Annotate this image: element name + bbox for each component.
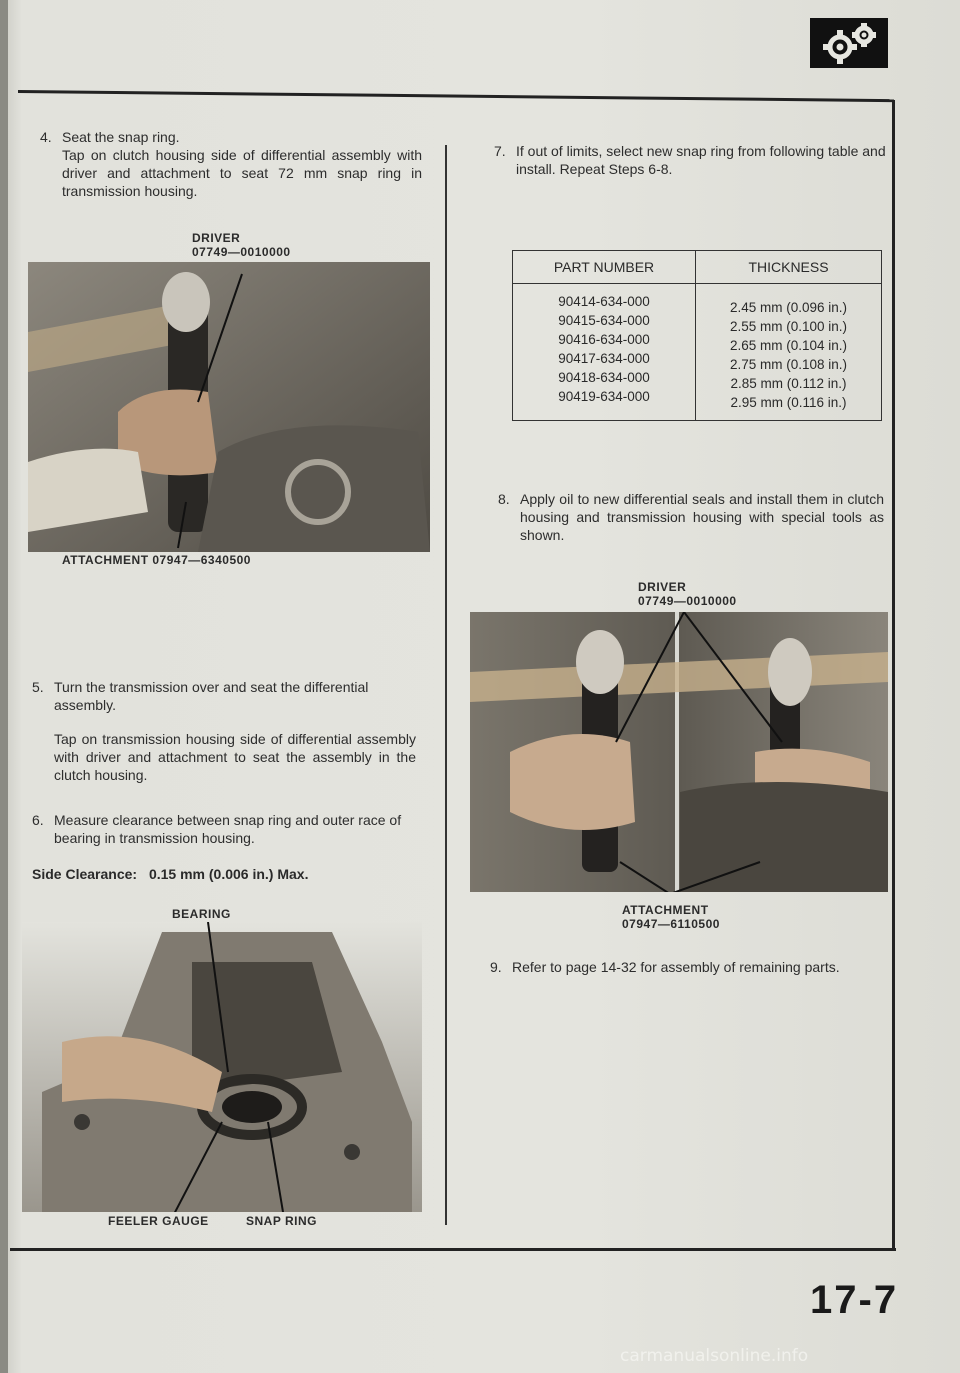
thickness: 2.45 mm (0.096 in.)	[729, 300, 848, 315]
page-frame-right	[892, 100, 895, 1250]
thickness-column	[696, 284, 882, 421]
step-8-number: 8.	[498, 491, 510, 507]
part-number-column	[513, 284, 696, 421]
fig3-driver-part: 07749—0010000	[638, 594, 737, 608]
step-4-number: 4.	[40, 129, 52, 145]
fig3-attachment-label	[622, 903, 720, 931]
table-header-thickness: THICKNESS	[696, 251, 882, 284]
step-8-text: Apply oil to new differential seals and install them in clutch housing and transmission housing with special tools as shown.	[520, 491, 884, 543]
part-number: 90417-634-000	[558, 351, 650, 366]
snap-ring-table	[512, 250, 882, 421]
thickness: 2.85 mm (0.112 in.)	[730, 376, 847, 391]
fig3-attachment-part: 07947—6110500	[622, 917, 720, 931]
site-watermark: carmanualsonline.info	[620, 1346, 809, 1366]
fig3-attachment-title: ATTACHMENT	[622, 903, 709, 917]
step-4-text: Tap on clutch housing side of differential assembly with driver and attachment to seat 72 mm snap ring in transmission housing.	[62, 147, 422, 199]
fig3-seal-install-photo	[470, 612, 888, 892]
fig1-driver-title: DRIVER	[192, 231, 241, 245]
fig3-driver-label	[638, 580, 737, 608]
page-binding	[0, 0, 8, 1373]
fig1-attachment-label: ATTACHMENT 07947—6340500	[62, 553, 251, 567]
thickness: 2.75 mm (0.108 in.)	[729, 357, 848, 372]
gears-section-icon	[810, 18, 888, 68]
step-7-text: If out of limits, select new snap ring from following table and install. Repeat Steps 6-8.	[516, 143, 886, 177]
fig3-driver-title: DRIVER	[638, 580, 687, 594]
thickness: 2.65 mm (0.104 in.)	[729, 338, 848, 353]
part-number: 90414-634-000	[558, 294, 650, 309]
step-5-number: 5.	[32, 679, 44, 695]
column-divider	[445, 145, 447, 1225]
step-7	[494, 142, 886, 178]
step-9	[490, 958, 884, 976]
thickness: 2.55 mm (0.100 in.)	[729, 319, 848, 334]
thickness: 2.95 mm (0.116 in.)	[730, 395, 847, 410]
step-6-text: Measure clearance between snap ring and outer race of bearing in transmission housing.	[54, 812, 402, 846]
part-number: 90415-634-000	[558, 313, 650, 328]
fig1-driver-part: 07749—0010000	[192, 245, 291, 259]
table-header-part-number: PART NUMBER	[513, 251, 696, 284]
step-5-text: Turn the transmission over and seat the differential assembly.	[54, 679, 369, 713]
fig1-driver-photo	[28, 262, 430, 552]
side-clearance	[32, 866, 308, 882]
page-frame-bottom	[10, 1248, 896, 1251]
fig2-bearing-photo	[22, 922, 422, 1212]
step-5-text-2: Tap on transmission housing side of differential assembly with driver and attachment to seat the assembly in the clutch housing.	[54, 731, 416, 783]
step-4-title: Seat the snap ring.	[62, 129, 180, 145]
fig2-snap-ring-label: SNAP RING	[246, 1214, 317, 1228]
step-4	[40, 128, 422, 200]
fig2-bearing-label: BEARING	[172, 907, 231, 921]
step-6-number: 6.	[32, 812, 44, 828]
step-9-text: Refer to page 14-32 for assembly of remaining parts.	[512, 959, 840, 975]
fig2-feeler-gauge-label: FEELER GAUGE	[108, 1214, 209, 1228]
page-frame-top	[18, 90, 894, 102]
step-5	[32, 678, 416, 784]
step-9-number: 9.	[490, 959, 502, 975]
step-8	[498, 490, 884, 544]
step-6	[32, 811, 416, 847]
page-number: 17-7	[810, 1278, 899, 1322]
fig1-driver-label	[192, 231, 291, 259]
part-number: 90419-634-000	[558, 389, 650, 404]
part-number: 90416-634-000	[558, 332, 650, 347]
part-number: 90418-634-000	[558, 370, 650, 385]
step-7-number: 7.	[494, 143, 506, 159]
side-clearance-label: Side Clearance:	[32, 866, 138, 882]
side-clearance-value: 0.15 mm (0.006 in.) Max.	[148, 866, 309, 882]
